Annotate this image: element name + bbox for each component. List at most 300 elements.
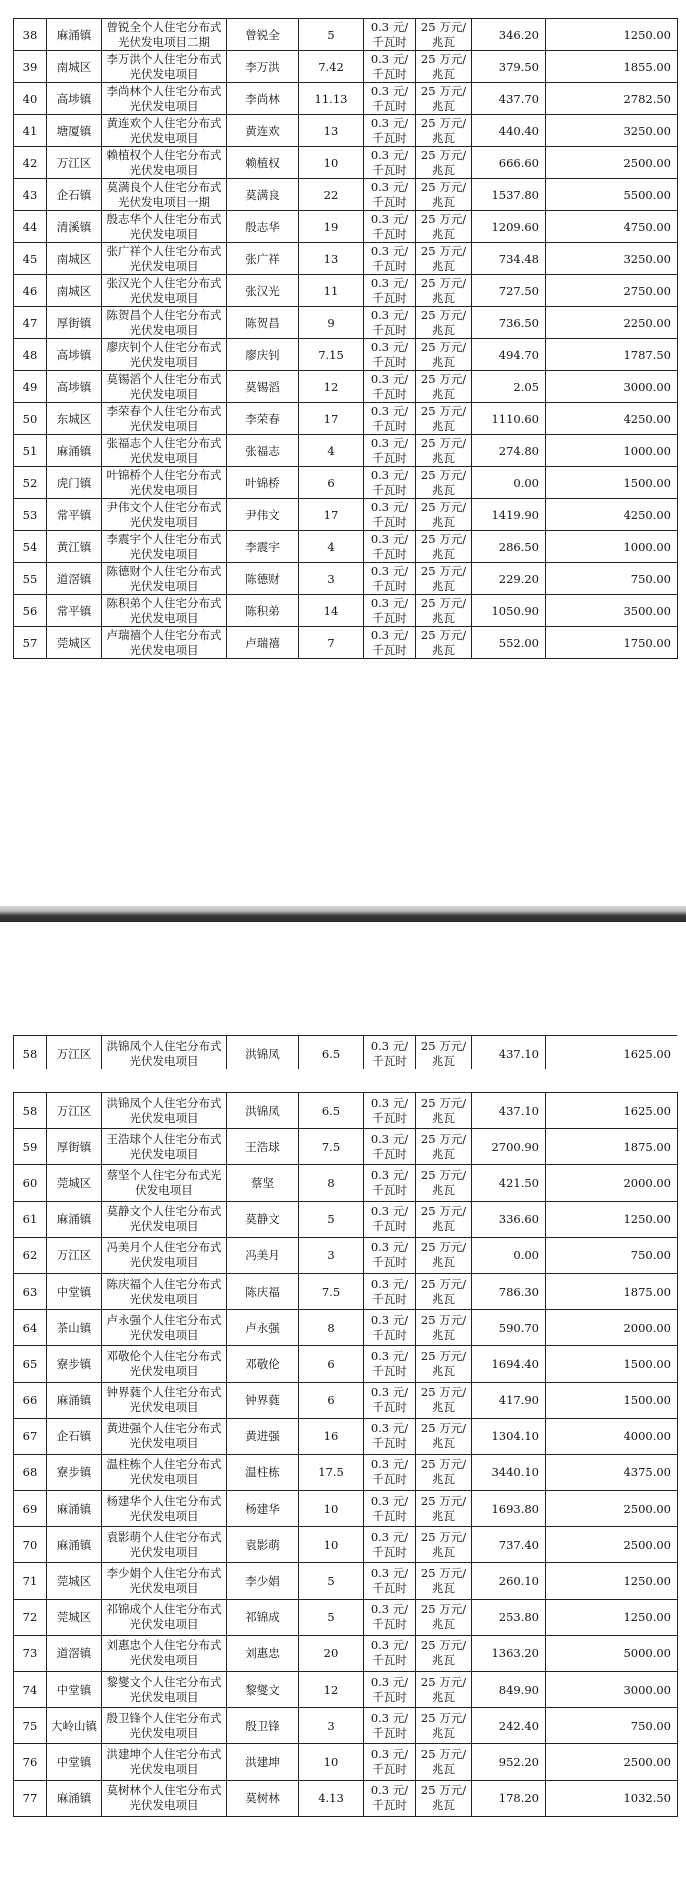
- cell-project-name: 卢瑞禧个人住宅分布式 光伏发电项目: [102, 627, 227, 659]
- cell-electricity-price: 0.3 元/ 千瓦时: [364, 1201, 416, 1237]
- cell-project-name: 李尚林个人住宅分布式 光伏发电项目: [102, 83, 227, 115]
- cell-electricity-price: 0.3 元/ 千瓦时: [364, 307, 416, 339]
- cell-electricity-price: 0.3 元/ 千瓦时: [364, 1780, 416, 1816]
- cell-electricity-price: 0.3 元/ 千瓦时: [364, 531, 416, 563]
- cell-subsidy-rate: 25 万元/ 兆瓦: [416, 435, 472, 467]
- table-row: [14, 1744, 678, 1780]
- table-row: [14, 1491, 678, 1527]
- cell-town: 企石镇: [47, 1418, 102, 1454]
- cell-capacity: 10: [299, 147, 364, 179]
- cell-subsidy-amount: 3250.00: [546, 115, 678, 147]
- table-row: [14, 531, 678, 563]
- cell-subsidy-rate: 25 万元/ 兆瓦: [416, 1527, 472, 1563]
- cell-project-name: 莫锡滔个人住宅分布式 光伏发电项目: [102, 371, 227, 403]
- cell-generation: 786.30: [472, 1273, 546, 1309]
- cell-electricity-price: 0.3 元/ 千瓦时: [364, 243, 416, 275]
- cell-row-number: 58: [14, 1036, 47, 1070]
- cell-owner-name: 廖庆钊: [227, 339, 299, 371]
- cell-generation: 2.05: [472, 371, 546, 403]
- cell-generation: 737.40: [472, 1527, 546, 1563]
- cell-row-number: 60: [14, 1165, 47, 1201]
- cell-subsidy-rate: 25 万元/ 兆瓦: [416, 1780, 472, 1816]
- table-row: [14, 1273, 678, 1309]
- cell-subsidy-rate: 25 万元/ 兆瓦: [416, 179, 472, 211]
- cell-row-number: 51: [14, 435, 47, 467]
- cell-subsidy-amount: 1500.00: [546, 1382, 678, 1418]
- cell-owner-name: 陈积弟: [227, 595, 299, 627]
- table-row: [14, 307, 678, 339]
- cell-generation: 229.20: [472, 563, 546, 595]
- cell-town: 中堂镇: [47, 1744, 102, 1780]
- cell-row-number: 41: [14, 115, 47, 147]
- cell-owner-name: 李万洪: [227, 51, 299, 83]
- cell-capacity: 7.42: [299, 51, 364, 83]
- table-row: [14, 1165, 678, 1201]
- cell-row-number: 63: [14, 1273, 47, 1309]
- cell-row-number: 39: [14, 51, 47, 83]
- table-row: [14, 1418, 678, 1454]
- cell-project-name: 陈积弟个人住宅分布式 光伏发电项目: [102, 595, 227, 627]
- cell-generation: 552.00: [472, 627, 546, 659]
- table-row: [14, 179, 678, 211]
- cell-row-number: 72: [14, 1599, 47, 1635]
- cell-row-number: 61: [14, 1201, 47, 1237]
- cell-subsidy-amount: 750.00: [546, 1708, 678, 1744]
- cell-project-name: 莫树林个人住宅分布式 光伏发电项目: [102, 1780, 227, 1816]
- cell-subsidy-amount: 4750.00: [546, 211, 678, 243]
- cell-subsidy-rate: 25 万元/ 兆瓦: [416, 1491, 472, 1527]
- cell-capacity: 17: [299, 403, 364, 435]
- cell-town: 虎门镇: [47, 467, 102, 499]
- cell-subsidy-amount: 1855.00: [546, 51, 678, 83]
- cell-generation: 242.40: [472, 1708, 546, 1744]
- cell-generation: 421.50: [472, 1165, 546, 1201]
- cell-subsidy-rate: 25 万元/ 兆瓦: [416, 1382, 472, 1418]
- cell-subsidy-amount: 2250.00: [546, 307, 678, 339]
- cell-generation: 1419.90: [472, 499, 546, 531]
- cell-owner-name: 卢永强: [227, 1310, 299, 1346]
- cell-subsidy-amount: 1875.00: [546, 1129, 678, 1165]
- cell-town: 高埗镇: [47, 339, 102, 371]
- cell-project-name: 张汉光个人住宅分布式 光伏发电项目: [102, 275, 227, 307]
- cell-project-name: 曾锐全个人住宅分布式 光伏发电项目二期: [102, 19, 227, 51]
- cell-subsidy-amount: 1500.00: [546, 1346, 678, 1382]
- cell-project-name: 邓敬伦个人住宅分布式 光伏发电项目: [102, 1346, 227, 1382]
- cell-town: 大岭山镇: [47, 1708, 102, 1744]
- cell-town: 寮步镇: [47, 1346, 102, 1382]
- cell-owner-name: 祁锦成: [227, 1599, 299, 1635]
- cell-town: 寮步镇: [47, 1454, 102, 1490]
- cell-subsidy-rate: 25 万元/ 兆瓦: [416, 1635, 472, 1671]
- table-row: [14, 467, 678, 499]
- cell-electricity-price: 0.3 元/ 千瓦时: [364, 435, 416, 467]
- cell-generation: 1537.80: [472, 179, 546, 211]
- cell-electricity-price: 0.3 元/ 千瓦时: [364, 115, 416, 147]
- cell-row-number: 68: [14, 1454, 47, 1490]
- cell-generation: 1363.20: [472, 1635, 546, 1671]
- cell-owner-name: 袁影萌: [227, 1527, 299, 1563]
- cell-town: 茶山镇: [47, 1310, 102, 1346]
- cell-owner-name: 邓敬伦: [227, 1346, 299, 1382]
- cell-row-number: 71: [14, 1563, 47, 1599]
- cell-subsidy-amount: 2782.50: [546, 83, 678, 115]
- cell-row-number: 73: [14, 1635, 47, 1671]
- cell-electricity-price: 0.3 元/ 千瓦时: [364, 1382, 416, 1418]
- cell-subsidy-amount: 750.00: [546, 563, 678, 595]
- cell-generation: 2700.90: [472, 1129, 546, 1165]
- cell-electricity-price: 0.3 元/ 千瓦时: [364, 403, 416, 435]
- cell-town: 莞城区: [47, 1165, 102, 1201]
- cell-generation: 1209.60: [472, 211, 546, 243]
- cell-capacity: 9: [299, 307, 364, 339]
- cell-project-name: 陈庆福个人住宅分布式 光伏发电项目: [102, 1273, 227, 1309]
- cell-generation: 952.20: [472, 1744, 546, 1780]
- cell-generation: 0.00: [472, 467, 546, 499]
- table-row: [14, 1201, 678, 1237]
- table-row: [14, 51, 678, 83]
- cell-row-number: 69: [14, 1491, 47, 1527]
- cell-owner-name: 洪建坤: [227, 1744, 299, 1780]
- cell-town: 万江区: [47, 1093, 102, 1129]
- table-row: [14, 1563, 678, 1599]
- cell-capacity: 20: [299, 1635, 364, 1671]
- cell-generation: 590.70: [472, 1310, 546, 1346]
- cell-row-number: 40: [14, 83, 47, 115]
- cell-subsidy-amount: 1500.00: [546, 467, 678, 499]
- table-row: [14, 1599, 678, 1635]
- table-row: [14, 1635, 678, 1671]
- cell-capacity: 19: [299, 211, 364, 243]
- cell-capacity: 6: [299, 1382, 364, 1418]
- cell-project-name: 李少娟个人住宅分布式 光伏发电项目: [102, 1563, 227, 1599]
- cell-owner-name: 张汉光: [227, 275, 299, 307]
- cell-generation: 260.10: [472, 1563, 546, 1599]
- cell-owner-name: 莫树林: [227, 1780, 299, 1816]
- cell-electricity-price: 0.3 元/ 千瓦时: [364, 467, 416, 499]
- cell-town: 黄江镇: [47, 531, 102, 563]
- cell-town: 莞城区: [47, 1599, 102, 1635]
- cell-owner-name: 杨建华: [227, 1491, 299, 1527]
- cell-project-name: 蔡坚个人住宅分布式光 伏发电项目: [102, 1165, 227, 1201]
- cell-subsidy-rate: 25 万元/ 兆瓦: [416, 1708, 472, 1744]
- table-row: [14, 83, 678, 115]
- table-row: [14, 1382, 678, 1418]
- cell-town: 高埗镇: [47, 371, 102, 403]
- cell-generation: 1304.10: [472, 1418, 546, 1454]
- cell-row-number: 38: [14, 19, 47, 51]
- cell-project-name: 李荣春个人住宅分布式 光伏发电项目: [102, 403, 227, 435]
- table-row: [14, 1237, 678, 1273]
- cell-subsidy-amount: 1032.50: [546, 1780, 678, 1816]
- cell-town: 高埗镇: [47, 83, 102, 115]
- cell-capacity: 6: [299, 467, 364, 499]
- cell-electricity-price: 0.3 元/ 千瓦时: [364, 51, 416, 83]
- cell-subsidy-rate: 25 万元/ 兆瓦: [416, 1310, 472, 1346]
- table-row: [14, 115, 678, 147]
- repeated-row-strip: [13, 1035, 677, 1069]
- cell-electricity-price: 0.3 元/ 千瓦时: [364, 1036, 416, 1070]
- table-row: [14, 1672, 678, 1708]
- cell-subsidy-amount: 1250.00: [546, 1563, 678, 1599]
- cell-row-number: 62: [14, 1237, 47, 1273]
- cell-subsidy-amount: 2000.00: [546, 1165, 678, 1201]
- cell-town: 塘厦镇: [47, 115, 102, 147]
- cell-project-name: 张福志个人住宅分布式 光伏发电项目: [102, 435, 227, 467]
- table-row: [14, 371, 678, 403]
- cell-generation: 0.00: [472, 1237, 546, 1273]
- cell-electricity-price: 0.3 元/ 千瓦时: [364, 627, 416, 659]
- cell-electricity-price: 0.3 元/ 千瓦时: [364, 211, 416, 243]
- cell-capacity: 4.13: [299, 1780, 364, 1816]
- cell-owner-name: 莫锡滔: [227, 371, 299, 403]
- cell-owner-name: 莫满良: [227, 179, 299, 211]
- cell-owner-name: 黄进强: [227, 1418, 299, 1454]
- cell-town: 麻涌镇: [47, 19, 102, 51]
- cell-row-number: 76: [14, 1744, 47, 1780]
- cell-capacity: 3: [299, 1708, 364, 1744]
- cell-electricity-price: 0.3 元/ 千瓦时: [364, 1310, 416, 1346]
- cell-generation: 1110.60: [472, 403, 546, 435]
- cell-capacity: 3: [299, 563, 364, 595]
- cell-electricity-price: 0.3 元/ 千瓦时: [364, 371, 416, 403]
- cell-town: 厚街镇: [47, 307, 102, 339]
- cell-generation: 178.20: [472, 1780, 546, 1816]
- cell-subsidy-rate: 25 万元/ 兆瓦: [416, 1165, 472, 1201]
- cell-subsidy-amount: 1250.00: [546, 19, 678, 51]
- cell-electricity-price: 0.3 元/ 千瓦时: [364, 275, 416, 307]
- table-row: [14, 1780, 678, 1816]
- cell-subsidy-amount: 1625.00: [546, 1036, 678, 1070]
- cell-capacity: 22: [299, 179, 364, 211]
- cell-subsidy-amount: 3500.00: [546, 595, 678, 627]
- cell-town: 常平镇: [47, 595, 102, 627]
- cell-generation: 494.70: [472, 339, 546, 371]
- cell-subsidy-rate: 25 万元/ 兆瓦: [416, 1672, 472, 1708]
- cell-row-number: 66: [14, 1382, 47, 1418]
- cell-town: 万江区: [47, 1237, 102, 1273]
- cell-electricity-price: 0.3 元/ 千瓦时: [364, 563, 416, 595]
- cell-capacity: 10: [299, 1491, 364, 1527]
- cell-capacity: 10: [299, 1744, 364, 1780]
- cell-row-number: 43: [14, 179, 47, 211]
- cell-row-number: 49: [14, 371, 47, 403]
- cell-owner-name: 卢瑞禧: [227, 627, 299, 659]
- cell-subsidy-amount: 5500.00: [546, 179, 678, 211]
- cell-subsidy-rate: 25 万元/ 兆瓦: [416, 371, 472, 403]
- cell-subsidy-rate: 25 万元/ 兆瓦: [416, 1418, 472, 1454]
- cell-generation: 3440.10: [472, 1454, 546, 1490]
- cell-electricity-price: 0.3 元/ 千瓦时: [364, 147, 416, 179]
- cell-owner-name: 莫静文: [227, 1201, 299, 1237]
- cell-owner-name: 叶锦桥: [227, 467, 299, 499]
- cell-subsidy-rate: 25 万元/ 兆瓦: [416, 403, 472, 435]
- cell-project-name: 李震宇个人住宅分布式 光伏发电项目: [102, 531, 227, 563]
- table-row: [14, 243, 678, 275]
- cell-generation: 849.90: [472, 1672, 546, 1708]
- cell-owner-name: 蔡坚: [227, 1165, 299, 1201]
- cell-subsidy-rate: 25 万元/ 兆瓦: [416, 339, 472, 371]
- cell-electricity-price: 0.3 元/ 千瓦时: [364, 1129, 416, 1165]
- cell-owner-name: 温柱栋: [227, 1454, 299, 1490]
- cell-owner-name: 陈贺昌: [227, 307, 299, 339]
- cell-generation: 346.20: [472, 19, 546, 51]
- cell-owner-name: 李少娟: [227, 1563, 299, 1599]
- cell-generation: 736.50: [472, 307, 546, 339]
- cell-generation: 1693.80: [472, 1491, 546, 1527]
- cell-subsidy-amount: 1787.50: [546, 339, 678, 371]
- cell-capacity: 12: [299, 1672, 364, 1708]
- cell-row-number: 55: [14, 563, 47, 595]
- cell-project-name: 莫满良个人住宅分布式 光伏发电项目一期: [102, 179, 227, 211]
- cell-row-number: 64: [14, 1310, 47, 1346]
- cell-subsidy-amount: 1250.00: [546, 1599, 678, 1635]
- cell-generation: 1694.40: [472, 1346, 546, 1382]
- cell-project-name: 钟界蕤个人住宅分布式 光伏发电项目: [102, 1382, 227, 1418]
- cell-subsidy-amount: 750.00: [546, 1237, 678, 1273]
- cell-owner-name: 洪锦凤: [227, 1093, 299, 1129]
- cell-capacity: 7.15: [299, 339, 364, 371]
- cell-electricity-price: 0.3 元/ 千瓦时: [364, 1527, 416, 1563]
- cell-capacity: 11: [299, 275, 364, 307]
- cell-town: 莞城区: [47, 1563, 102, 1599]
- cell-capacity: 5: [299, 19, 364, 51]
- cell-subsidy-rate: 25 万元/ 兆瓦: [416, 1129, 472, 1165]
- cell-subsidy-rate: 25 万元/ 兆瓦: [416, 627, 472, 659]
- cell-generation: 336.60: [472, 1201, 546, 1237]
- table-row: [14, 1310, 678, 1346]
- cell-subsidy-amount: 4000.00: [546, 1418, 678, 1454]
- cell-capacity: 4: [299, 531, 364, 563]
- cell-town: 麻涌镇: [47, 1201, 102, 1237]
- cell-capacity: 10: [299, 1527, 364, 1563]
- cell-row-number: 52: [14, 467, 47, 499]
- cell-electricity-price: 0.3 元/ 千瓦时: [364, 83, 416, 115]
- cell-subsidy-rate: 25 万元/ 兆瓦: [416, 467, 472, 499]
- table-row: [14, 1093, 678, 1129]
- cell-generation: 417.90: [472, 1382, 546, 1418]
- cell-subsidy-rate: 25 万元/ 兆瓦: [416, 1346, 472, 1382]
- cell-subsidy-amount: 1625.00: [546, 1093, 678, 1129]
- cell-project-name: 莫静文个人住宅分布式 光伏发电项目: [102, 1201, 227, 1237]
- cell-row-number: 57: [14, 627, 47, 659]
- cell-capacity: 13: [299, 243, 364, 275]
- cell-generation: 666.60: [472, 147, 546, 179]
- cell-subsidy-rate: 25 万元/ 兆瓦: [416, 1093, 472, 1129]
- cell-town: 南城区: [47, 275, 102, 307]
- cell-town: 莞城区: [47, 627, 102, 659]
- cell-subsidy-rate: 25 万元/ 兆瓦: [416, 19, 472, 51]
- cell-capacity: 17.5: [299, 1454, 364, 1490]
- cell-row-number: 58: [14, 1093, 47, 1129]
- cell-town: 万江区: [47, 1036, 102, 1070]
- cell-project-name: 洪建坤个人住宅分布式 光伏发电项目: [102, 1744, 227, 1780]
- cell-capacity: 13: [299, 115, 364, 147]
- cell-project-name: 黄进强个人住宅分布式 光伏发电项目: [102, 1418, 227, 1454]
- cell-electricity-price: 0.3 元/ 千瓦时: [364, 1165, 416, 1201]
- cell-capacity: 5: [299, 1201, 364, 1237]
- cell-electricity-price: 0.3 元/ 千瓦时: [364, 1635, 416, 1671]
- cell-capacity: 7: [299, 627, 364, 659]
- table-row: [14, 19, 678, 51]
- cell-owner-name: 李荣春: [227, 403, 299, 435]
- cell-generation: 437.70: [472, 83, 546, 115]
- cell-capacity: 16: [299, 1418, 364, 1454]
- cell-project-name: 陈贺昌个人住宅分布式 光伏发电项目: [102, 307, 227, 339]
- cell-electricity-price: 0.3 元/ 千瓦时: [364, 1454, 416, 1490]
- cell-town: 南城区: [47, 51, 102, 83]
- table-row: [14, 1527, 678, 1563]
- cell-owner-name: 张福志: [227, 435, 299, 467]
- cell-project-name: 陈德财个人住宅分布式 光伏发电项目: [102, 563, 227, 595]
- cell-project-name: 洪锦凤个人住宅分布式 光伏发电项目: [102, 1036, 227, 1070]
- cell-capacity: 8: [299, 1165, 364, 1201]
- cell-subsidy-rate: 25 万元/ 兆瓦: [416, 1036, 472, 1070]
- cell-town: 南城区: [47, 243, 102, 275]
- cell-project-name: 温柱栋个人住宅分布式 光伏发电项目: [102, 1454, 227, 1490]
- cell-electricity-price: 0.3 元/ 千瓦时: [364, 1708, 416, 1744]
- cell-subsidy-amount: 4375.00: [546, 1454, 678, 1490]
- cell-row-number: 53: [14, 499, 47, 531]
- cell-owner-name: 陈庆福: [227, 1273, 299, 1309]
- table-row: [14, 499, 678, 531]
- cell-electricity-price: 0.3 元/ 千瓦时: [364, 1599, 416, 1635]
- cell-owner-name: 曾锐全: [227, 19, 299, 51]
- project-table-page-1: [13, 18, 678, 659]
- cell-electricity-price: 0.3 元/ 千瓦时: [364, 499, 416, 531]
- cell-subsidy-amount: 2500.00: [546, 147, 678, 179]
- project-table-strip: [13, 1035, 677, 1069]
- cell-row-number: 50: [14, 403, 47, 435]
- cell-town: 麻涌镇: [47, 1527, 102, 1563]
- cell-subsidy-rate: 25 万元/ 兆瓦: [416, 243, 472, 275]
- cell-town: 常平镇: [47, 499, 102, 531]
- cell-town: 万江区: [47, 147, 102, 179]
- cell-town: 麻涌镇: [47, 435, 102, 467]
- cell-row-number: 46: [14, 275, 47, 307]
- cell-subsidy-rate: 25 万元/ 兆瓦: [416, 51, 472, 83]
- cell-generation: 734.48: [472, 243, 546, 275]
- cell-generation: 286.50: [472, 531, 546, 563]
- cell-owner-name: 殷志华: [227, 211, 299, 243]
- cell-owner-name: 王浩球: [227, 1129, 299, 1165]
- cell-subsidy-rate: 25 万元/ 兆瓦: [416, 531, 472, 563]
- cell-owner-name: 陈德财: [227, 563, 299, 595]
- cell-subsidy-rate: 25 万元/ 兆瓦: [416, 595, 472, 627]
- cell-town: 中堂镇: [47, 1672, 102, 1708]
- cell-subsidy-rate: 25 万元/ 兆瓦: [416, 307, 472, 339]
- cell-generation: 1050.90: [472, 595, 546, 627]
- cell-subsidy-amount: 2500.00: [546, 1491, 678, 1527]
- table-row: [14, 339, 678, 371]
- cell-project-name: 王浩球个人住宅分布式 光伏发电项目: [102, 1129, 227, 1165]
- cell-project-name: 刘惠忠个人住宅分布式 光伏发电项目: [102, 1635, 227, 1671]
- cell-subsidy-amount: 1000.00: [546, 435, 678, 467]
- cell-capacity: 8: [299, 1310, 364, 1346]
- cell-project-name: 洪锦凤个人住宅分布式 光伏发电项目: [102, 1093, 227, 1129]
- cell-town: 清溪镇: [47, 211, 102, 243]
- cell-subsidy-amount: 2500.00: [546, 1527, 678, 1563]
- table-row: [14, 627, 678, 659]
- cell-project-name: 杨建华个人住宅分布式 光伏发电项目: [102, 1491, 227, 1527]
- cell-electricity-price: 0.3 元/ 千瓦时: [364, 339, 416, 371]
- cell-project-name: 殷卫锋个人住宅分布式 光伏发电项目: [102, 1708, 227, 1744]
- cell-town: 中堂镇: [47, 1273, 102, 1309]
- table-row: [14, 1036, 678, 1070]
- cell-project-name: 张广祥个人住宅分布式 光伏发电项目: [102, 243, 227, 275]
- table-row: [14, 595, 678, 627]
- cell-row-number: 77: [14, 1780, 47, 1816]
- cell-generation: 440.40: [472, 115, 546, 147]
